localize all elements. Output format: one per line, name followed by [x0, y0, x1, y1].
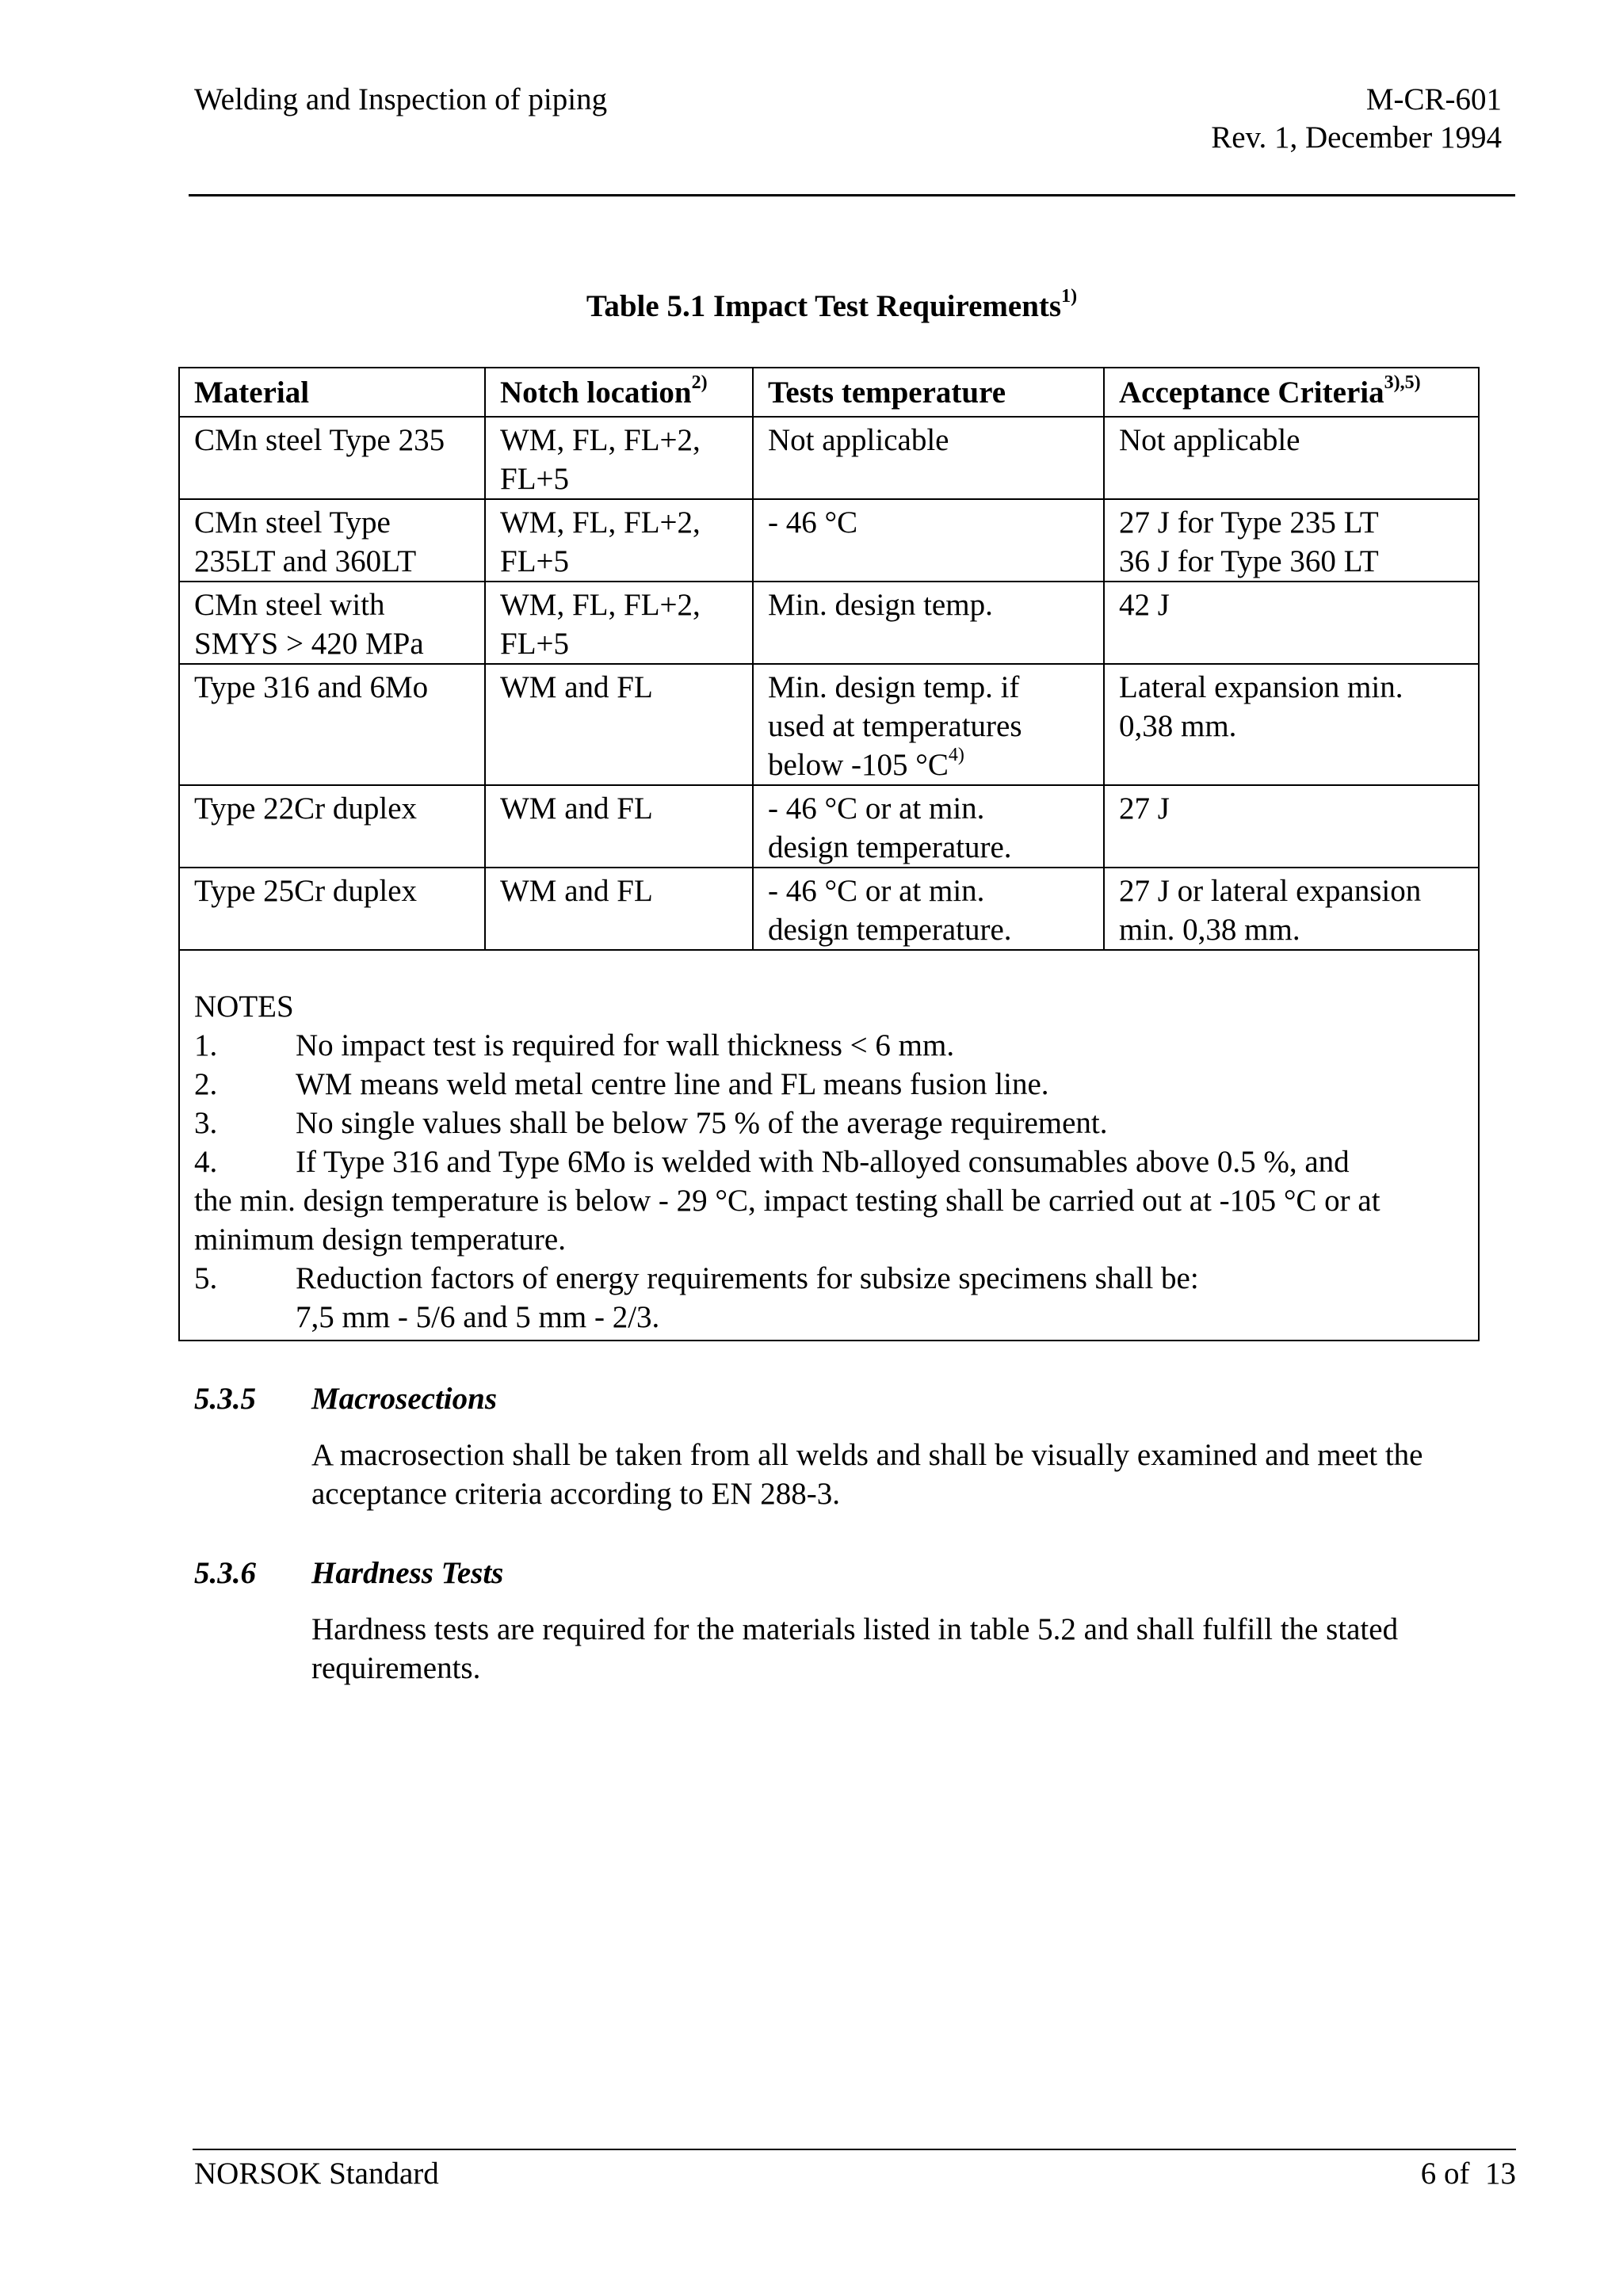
cell-line: design temperature. [768, 913, 1012, 947]
cell-notch-location [485, 417, 753, 499]
cell-line: - 46 °C or at min. [768, 791, 985, 826]
cell-material [179, 785, 485, 868]
table-caption-footnote: 1) [1061, 286, 1078, 307]
table-row [179, 868, 1479, 950]
cell-notch-location [485, 582, 753, 664]
notes-row [179, 950, 1479, 1341]
cell-line: WM, FL, FL+2, [500, 588, 701, 622]
section-heading-hardness-tests [194, 1554, 503, 1592]
cell-tests-temperature [753, 664, 1104, 785]
cell-acceptance-criteria [1104, 868, 1479, 950]
cell-notch-location [485, 664, 753, 785]
note-number: 4. [194, 1145, 218, 1179]
note-number: 5. [194, 1261, 218, 1295]
cell-line: Min. design temp. [768, 588, 993, 622]
cell-line: 0,38 mm. [1119, 709, 1237, 743]
note-text: If Type 316 and Type 6Mo is welded with Nb-alloyed consumables above 0.5 %, and [296, 1145, 1350, 1179]
note-text: Reduction factors of energy requirements for subsize specimens shall be: [296, 1261, 1199, 1295]
cell-line: Not applicable [768, 423, 949, 457]
cell-line: WM and FL [500, 791, 653, 826]
cell-material [179, 417, 485, 499]
cell-line: SMYS > 420 MPa [194, 627, 424, 661]
table-caption-text: Table 5.1 Impact Test Requirements [586, 289, 1062, 323]
footnote-marker: 4) [948, 745, 964, 765]
note-item [194, 1104, 1464, 1142]
column-header-material: Material [179, 368, 485, 417]
column-header-acceptance-criteria: Acceptance Criteria$^{3),5)}$ [1104, 368, 1479, 417]
cell-line: design temperature. [768, 830, 1012, 864]
note-text: WM means weld metal centre line and FL means fusion line. [296, 1067, 1049, 1101]
cell-line: used at temperatures [768, 709, 1022, 743]
cell-acceptance-criteria [1104, 499, 1479, 582]
cell-notch-location [485, 499, 753, 582]
section-number: 5.3.6 [194, 1556, 256, 1590]
note-item [194, 1026, 1464, 1065]
table-caption [0, 288, 1623, 326]
cell-line: min. 0,38 mm. [1119, 913, 1300, 947]
cell-line: CMn steel with [194, 588, 385, 622]
section-heading-macrosections [194, 1380, 497, 1418]
cell-notch-location [485, 868, 753, 950]
cell-line: Type 25Cr duplex [194, 874, 418, 908]
note-continuation: 7,5 mm - 5/6 and 5 mm - 2/3. [296, 1300, 660, 1334]
note-number: 2. [194, 1067, 218, 1101]
cell-line: WM and FL [500, 670, 653, 704]
cell-notch-location [485, 785, 753, 868]
table-row [179, 417, 1479, 499]
footer-standard: NORSOK Standard [194, 2157, 439, 2191]
notes-title: NOTES [194, 990, 294, 1024]
cell-line: 36 J for Type 360 LT [1119, 544, 1379, 578]
cell-material [179, 868, 485, 950]
cell-line: 235LT and 360LT [194, 544, 417, 578]
note-continuation: the min. design temperature is below - 29 °C, impact testing shall be carried out at -105 °C or at minimum design temperature. [194, 1184, 1381, 1257]
cell-line: 27 J for Type 235 LT [1119, 505, 1379, 540]
cell-line: Not applicable [1119, 423, 1300, 457]
cell-acceptance-criteria [1104, 785, 1479, 868]
cell-acceptance-criteria [1104, 582, 1479, 664]
note-item [194, 1259, 1464, 1298]
cell-line: FL+5 [500, 544, 570, 578]
column-header-notch-location: Notch location$^{2)}$ [485, 368, 753, 417]
table-row [179, 582, 1479, 664]
cell-line: WM, FL, FL+2, [500, 505, 701, 540]
header-divider [189, 194, 1515, 196]
table-body [179, 417, 1479, 950]
table-row [179, 499, 1479, 582]
header-title: Welding and Inspection of piping [194, 82, 608, 116]
cell-material [179, 499, 485, 582]
cell-line: - 46 °C or at min. [768, 874, 985, 908]
table-row [179, 664, 1479, 785]
cell-line: 42 J [1119, 588, 1170, 622]
footer-page-number: 6 of 13 [1420, 2157, 1516, 2191]
note-item [194, 1142, 1464, 1181]
column-header-tests-temperature: Tests temperature [753, 368, 1104, 417]
notes-list [194, 1026, 1464, 1337]
cell-line: Type 22Cr duplex [194, 791, 418, 826]
section-number: 5.3.5 [194, 1382, 256, 1416]
table-row [179, 785, 1479, 868]
note-text: No single values shall be below 75 % of the average requirement. [296, 1106, 1108, 1140]
section-title: Hardness Tests [311, 1556, 504, 1590]
cell-line: FL+5 [500, 462, 570, 496]
cell-line: CMn steel Type [194, 505, 391, 540]
section-title: Macrosections [311, 1382, 497, 1416]
header-revision: Rev. 1, December 1994 [1211, 120, 1502, 154]
cell-line: FL+5 [500, 627, 570, 661]
cell-acceptance-criteria [1104, 664, 1479, 785]
cell-line: below -105 $^\circ C^{4)}$ [768, 745, 964, 782]
table-header-row [179, 368, 1479, 417]
note-number: 1. [194, 1028, 218, 1062]
cell-material [179, 582, 485, 664]
cell-tests-temperature [753, 868, 1104, 950]
note-number: 3. [194, 1106, 218, 1140]
note-item [194, 1065, 1464, 1104]
cell-line: Type 316 and 6Mo [194, 670, 429, 704]
cell-tests-temperature [753, 582, 1104, 664]
cell-line: WM, FL, FL+2, [500, 423, 701, 457]
impact-test-table [178, 367, 1480, 1341]
note-text: No impact test is required for wall thickness < 6 mm. [296, 1028, 955, 1062]
cell-acceptance-criteria [1104, 417, 1479, 499]
header-doc-number: M-CR-601 [1365, 82, 1502, 116]
impact-test-table-wrapper [178, 367, 1478, 1341]
section-body-macrosections: A macrosection shall be taken from all welds and shall be visually examined and meet the acceptance criteria according to EN 288-3. [311, 1438, 1423, 1511]
cell-line: CMn steel Type 235 [194, 423, 445, 457]
header-doc-info [1211, 81, 1502, 157]
notes-cell [179, 950, 1479, 1341]
cell-line: 27 J [1119, 791, 1170, 826]
cell-line: Lateral expansion min. [1119, 670, 1403, 704]
section-body-hardness-tests: Hardness tests are required for the materials listed in table 5.2 and shall fulfill the stated requirements. [311, 1612, 1399, 1685]
cell-line: Min. design temp. if [768, 670, 1020, 704]
cell-tests-temperature [753, 499, 1104, 582]
cell-tests-temperature [753, 785, 1104, 868]
cell-tests-temperature [753, 417, 1104, 499]
cell-material [179, 664, 485, 785]
cell-line: 27 J or lateral expansion [1119, 874, 1422, 908]
cell-line: - 46 °C [768, 505, 858, 540]
footer-divider [193, 2149, 1516, 2150]
cell-line: WM and FL [500, 874, 653, 908]
